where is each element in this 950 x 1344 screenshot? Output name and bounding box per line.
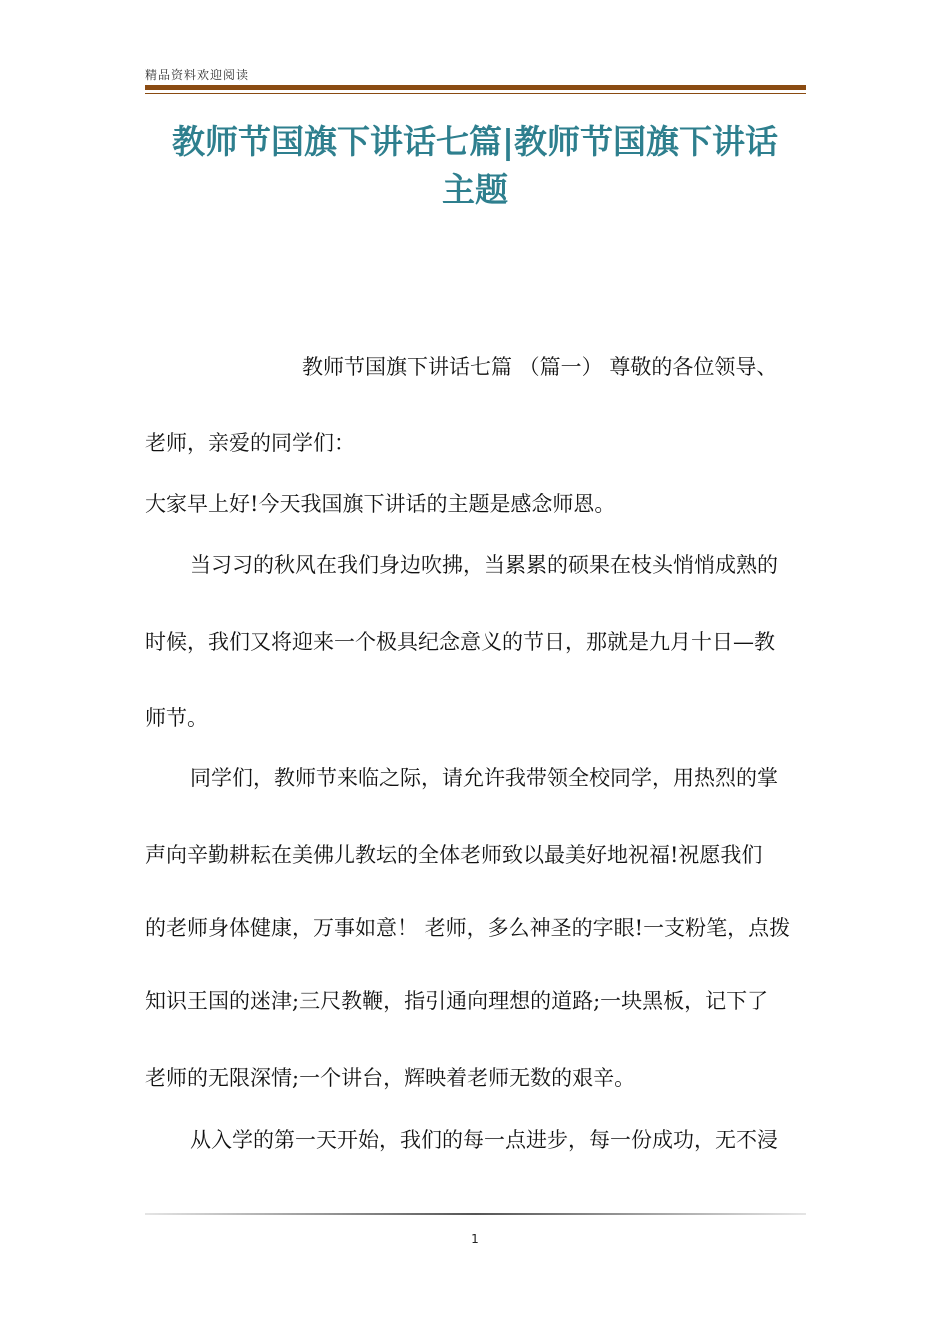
body-line: 老师的无限深情;一个讲台，辉映着老师无数的艰辛。: [145, 1066, 636, 1090]
body-line: 声向辛勤耕耘在美佛儿教坛的全体老师致以最美好地祝福!祝愿我们: [145, 843, 763, 867]
body-line: 大家早上好!今天我国旗下讲话的主题是感念师恩。: [145, 492, 616, 516]
body-line: 教师节国旗下讲话七篇 （篇一） 尊敬的各位领导、: [302, 355, 778, 379]
document-title: [120, 118, 830, 214]
body-line: 当习习的秋风在我们身边吹拂，当累累的硕果在枝头悄悄成熟的: [190, 553, 778, 577]
body-line: 从入学的第一天开始，我们的每一点进步，每一份成功，无不浸: [190, 1128, 778, 1152]
header-rule-thin: [145, 93, 806, 94]
footer-rule: [145, 1213, 806, 1215]
page-header-label: 精品资料欢迎阅读: [145, 68, 250, 82]
body-line: 时候，我们又将迎来一个极具纪念意义的节日，那就是九月十日—教: [145, 630, 775, 654]
body-line: 老师，亲爱的同学们：: [145, 431, 355, 455]
title-line-2: 主题: [442, 170, 508, 209]
title-line-1: 教师节国旗下讲话七篇|教师节国旗下讲话: [171, 122, 779, 161]
body-line: 同学们，教师节来临之际，请允许我带领全校同学，用热烈的掌: [190, 766, 778, 790]
header-rule-thick: [145, 85, 806, 90]
body-line: 的老师身体健康，万事如意！ 老师，多么神圣的字眼!一支粉笔，点拨: [145, 916, 791, 940]
page-number: 1: [471, 1232, 479, 1246]
body-line: 知识王国的迷津;三尺教鞭，指引通向理想的道路;一块黑板，记下了: [145, 989, 769, 1013]
body-line: 师节。: [145, 706, 208, 730]
